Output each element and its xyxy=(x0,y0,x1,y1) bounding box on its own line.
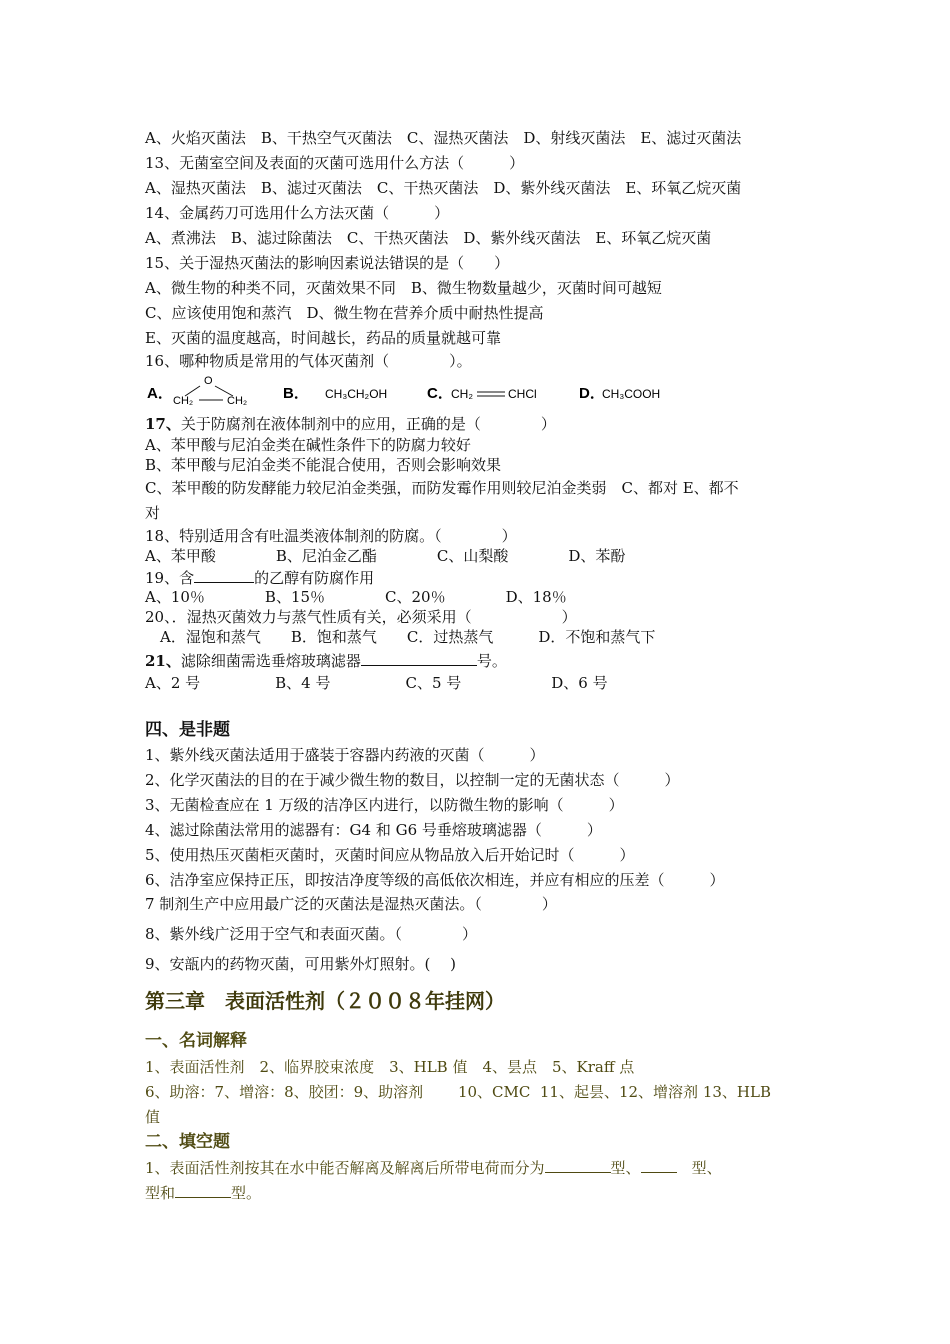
q16-formula-b: CH₃CH₂OH xyxy=(325,387,388,401)
q21-stem xyxy=(145,651,507,670)
q12-options: A、火焰灭菌法 B、干热空气灭菌法 C、湿热灭菌法 D、射线灭菌法 E、滤过灭菌法 xyxy=(145,129,742,147)
q16-formula-options xyxy=(145,370,685,410)
fill-q1-mid1: 型、 xyxy=(610,1159,641,1177)
fill-q1-blank-1[interactable] xyxy=(545,1158,611,1173)
q17-option-a: A、苯甲酸与尼泊金类在碱性条件下的防腐力较好 xyxy=(145,436,471,454)
tf-item-1: 1、紫外线灭菌法适用于盛装于容器内药液的灭菌（ ） xyxy=(145,746,545,764)
fill-q1-pre: 1、表面活性剂按其在水中能否解离及解离后所带电荷而分为 xyxy=(145,1159,545,1177)
tf-item-8: 8、紫外线广泛用于空气和表面灭菌。（ ） xyxy=(145,925,478,943)
q18-options: A、苯甲酸 B、尼泊金乙酯 C、山梨酸 D、苯酚 xyxy=(145,547,626,565)
tf-item-2: 2、化学灭菌法的目的在于减少微生物的数目，以控制一定的无菌状态（ ） xyxy=(145,771,680,789)
fill-q1-line2-pre: 型和 xyxy=(145,1184,176,1202)
q19-blank[interactable] xyxy=(194,568,254,583)
q17-stem xyxy=(145,415,556,433)
fill-q1-mid2: 型、 xyxy=(676,1159,722,1177)
q14-options: A、煮沸法 B、滤过除菌法 C、干热灭菌法 D、紫外线灭菌法 E、环氧乙烷灭菌 xyxy=(145,229,712,247)
q14-stem: 14、金属药刀可选用什么方法灭菌（ ） xyxy=(145,204,450,222)
q16-label-b: B． xyxy=(283,385,309,402)
tf-item-3: 3、无菌检查应在 1 万级的洁净区内进行，以防微生物的影响（ ） xyxy=(145,796,624,814)
q19-pre: 19、含 xyxy=(145,569,195,587)
tf-item-7: 7 制剂生产中应用最广泛的灭菌法是湿热灭菌法。（ ） xyxy=(145,895,557,913)
fill-q1-blank-2[interactable] xyxy=(641,1158,677,1173)
q16-formula-c-left: CH₂ xyxy=(451,387,473,401)
q21-blank[interactable] xyxy=(361,651,477,666)
q16-formula-d: CH₃COOH xyxy=(602,387,661,401)
tf-item-9: 9、安瓿内的药物灭菌，可用紫外灯照射。( ) xyxy=(145,955,457,973)
q16-formula-c-right: CHCl xyxy=(508,387,537,401)
section-4-title: 四、是非题 xyxy=(145,720,230,740)
q13-stem: 13、无菌室空间及表面的灭菌可选用什么方法（ ） xyxy=(145,154,525,172)
fill-q1-blank-3[interactable] xyxy=(175,1183,231,1198)
q21-options: A、2 号 B、4 号 C、5 号 D、6 号 xyxy=(145,674,608,692)
q15-stem: 15、关于湿热灭菌法的影响因素说法错误的是（ ） xyxy=(145,254,510,272)
q18-stem: 18、特别适用含有吐温类液体制剂的防腐。（ ） xyxy=(145,527,517,545)
q16-label-d: D． xyxy=(579,385,605,402)
terms-line-2: 6、助溶：7、增溶：8、胶团：9、助溶剂 10、CMC 11、起昙、12、增溶剂 13、HLB xyxy=(145,1083,771,1101)
q16-formula-a-left: CH₂ xyxy=(173,395,194,407)
terms-line-3: 值 xyxy=(145,1108,161,1126)
q20-options: A．湿饱和蒸气 B．饱和蒸气 C．过热蒸气 D．不饱和蒸气下 xyxy=(145,628,656,646)
q16-formula-a-right: CH₂ xyxy=(227,395,248,407)
q19-options: A、10％ B、15％ C、20％ D、18％ xyxy=(145,588,567,606)
q16-stem: 16、哪种物质是常用的气体灭菌剂（ ）。 xyxy=(145,352,472,370)
q21-post: 号。 xyxy=(476,652,507,670)
q19-stem xyxy=(145,568,374,587)
q20-stem: 20、．湿热灭菌效力与蒸气性质有关，必须采用（ ） xyxy=(145,608,577,626)
q19-post: 的乙醇有防腐作用 xyxy=(254,569,375,587)
q15-option-line2: C、应该使用饱和蒸汽 D、微生物在营养介质中耐热性提高 xyxy=(145,304,544,322)
q15-option-line3: E、灭菌的温度越高，时间越长，药品的质量就越可靠 xyxy=(145,329,501,347)
q21-number: 21、 xyxy=(145,652,181,670)
chapter-section-2-title: 二、填空题 xyxy=(145,1132,230,1152)
q21-pre: 滤除细菌需选垂熔玻璃滤器 xyxy=(180,652,361,670)
chapter-title: 第三章 表面活性剂（２００８年挂网） xyxy=(145,989,505,1013)
q17-stem-text: 关于防腐剂在液体制剂中的应用，正确的是（ ） xyxy=(180,415,556,433)
q17-option-b: B、苯甲酸与尼泊金类不能混合使用，否则会影响效果 xyxy=(145,456,502,474)
q16-label-a: A． xyxy=(147,385,173,402)
q17-number: 17、 xyxy=(145,415,181,433)
fill-q1-line1 xyxy=(145,1158,722,1177)
tf-item-4: 4、滤过除菌法常用的滤器有：G4 和 G6 号垂熔玻璃滤器（ ） xyxy=(145,821,602,839)
q17-option-c-cont: 对 xyxy=(145,504,161,522)
chapter-section-1-title: 一、名词解释 xyxy=(145,1031,247,1051)
fill-q1-line2-post: 型。 xyxy=(231,1184,262,1202)
q16-label-c: C． xyxy=(427,385,453,402)
tf-item-6: 6、洁净室应保持正压，即按洁净度等级的高低依次相连，并应有相应的压差（ ） xyxy=(145,871,725,889)
terms-line-1: 1、表面活性剂 2、临界胶束浓度 3、HLB 值 4、昙点 5、Kraff 点 xyxy=(145,1058,635,1076)
q17-option-c: C、苯甲酸的防发酵能力较尼泊金类强，而防发霉作用则较尼泊金类弱 C、都对 E、都不 xyxy=(145,479,739,497)
tf-item-5: 5、使用热压灭菌柜灭菌时，灭菌时间应从物品放入后开始记时（ ） xyxy=(145,846,635,864)
q15-option-line1: A、微生物的种类不同，灭菌效果不同 B、微生物数量越少，灭菌时间可越短 xyxy=(145,279,662,297)
q13-options: A、湿热灭菌法 B、滤过灭菌法 C、干热灭菌法 D、紫外线灭菌法 E、环氧乙烷灭菌 xyxy=(145,179,742,197)
fill-q1-line2 xyxy=(145,1183,261,1202)
q16-formula-a-oxygen: O xyxy=(204,375,213,387)
